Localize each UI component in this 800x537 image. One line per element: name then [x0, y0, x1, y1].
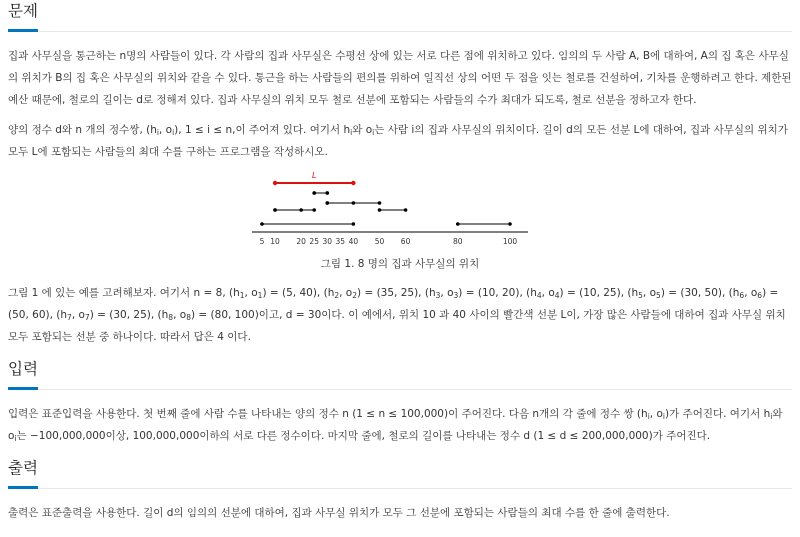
input-heading-underline: [8, 380, 792, 390]
person-endpoint: [260, 222, 264, 226]
axis-tick-label: 5: [259, 237, 265, 246]
person-endpoint: [312, 191, 316, 195]
input-heading: 입력: [8, 360, 38, 378]
problem-heading: 문제: [8, 2, 38, 20]
segments-diagram: [250, 169, 550, 249]
person-endpoint: [312, 208, 316, 212]
person-endpoint: [404, 208, 408, 212]
axis-tick-label: 50: [374, 237, 385, 246]
output-description: 출력은 표준출력을 사용한다. 길이 d의 임의의 선분에 대하여, 집과 사무실 위치가 모두 그 선분에 포함되는 사람들의 최대 수를 한 줄에 출력한다.: [8, 507, 670, 519]
output-section: [8, 457, 792, 524]
axis-tick-label: 20: [296, 237, 306, 246]
output-heading: 출력: [8, 459, 38, 477]
axis-tick-label: 25: [309, 237, 319, 246]
axis-tick-label: 60: [400, 237, 411, 246]
figure-caption: 그림 1. 8 명의 집과 사무실의 위치: [320, 258, 480, 270]
figure-1: [8, 169, 792, 253]
segment-label-L: L: [311, 171, 317, 180]
axis-tick-label: 10: [270, 237, 280, 246]
output-heading-underline: [8, 479, 792, 489]
person-endpoint: [273, 208, 277, 212]
problem-section: [8, 0, 792, 348]
problem-task: 양의 정수 d와 n 개의 정수쌍, ($h_i$, $o_i$), 1 ≤ i ≤ n,이 주어져 있다. 여기서 $h_i$와 $o_i$는 사람 i의 집과 사무실의 위치이다. 길이 d의 모든 선분 L에 대하여, 집과 사무실의 위치가 모두 L에 포함되는 사람들의 최대 수를 구하는 프로그램을 작성하시오.: [8, 124, 788, 158]
person-endpoint: [325, 201, 329, 205]
input-description: 입력은 표준입력을 사용한다. 첫 번째 줄에 사람 수를 나타내는 양의 정수 n (1 ≤ n ≤ 100,000)이 주어진다. 다음 n개의 각 줄에 정수 쌍 ($h_i$, $o_i$)가 주어진다. 여기서 $h_i$와 $o_i$는 −100,000,000이상, 100,000,000이하의 서로 다른 정수이다. 마지막 줄에, 철로의 길이를 나타내는 정수 d (1 ≤ d ≤ 200,000,000)가 주어진다.: [8, 408, 783, 443]
highlight-endpoint: [273, 181, 277, 185]
input-section: [8, 358, 792, 447]
person-endpoint: [378, 208, 382, 212]
axis-tick-label: 40: [348, 237, 359, 246]
person-endpoint: [352, 222, 356, 226]
example-explanation: 그림 1 에 있는 예를 고려해보자. 여기서 n = 8, ($h_1$, $o_1) = (5$, 40), ($h_2$, $o_2) = (35$, 25), ($h_3$, $o_3) = (10$, 20), ($h_4$, $o_4) = (10$, 25), ($h_5$, $o_5) = (30$, 50), ($h_6$, $o_6) = (50$, 60), ($h_7$, $o_7) = (30$, 25), ($h_8$, $o_8) = (80$, 100)이고, d = 30이다. 이 예에서, 위치 10 과 40 사이의 빨간색 선분 L이, 가장 많은 사람들에 대하여 집과 사무실 위치 모두 포함되는 선분 중 하나이다. 따라서 답은 4 이다.: [8, 287, 786, 343]
highlight-endpoint: [351, 181, 355, 185]
person-endpoint: [456, 222, 460, 226]
axis-tick-label: 30: [322, 237, 333, 246]
axis-tick-label: 100: [502, 237, 518, 246]
problem-description: 집과 사무실을 통근하는 n명의 사람들이 있다. 각 사람의 집과 사무실은 수평선 상에 있는 서로 다른 점에 위치하고 있다. 임의의 두 사람 A, B에 대하여, A의 집 혹은 사무실의 위치가 B의 집 혹은 사무실의 위치와 같을 수 있다. 통근을 하는 사람들의 편의를 위하여 일직선 상의 어떤 두 점을 잇는 철로를 건설하여, 기차를 운행하려고 한다. 제한된 예산 때문에, 철로의 길이는 d로 정해져 있다. 집과 사무실의 위치 모두 철로 선분에 포함되는 사람들의 수가 최대가 되도록, 철로 선분을 정하고자 한다.: [8, 50, 792, 106]
axis-tick-label: 35: [335, 237, 346, 246]
person-endpoint: [508, 222, 512, 226]
axis-tick-label: 80: [453, 237, 463, 246]
person-endpoint: [378, 201, 382, 205]
problem-heading-underline: [8, 22, 792, 32]
person-endpoint: [325, 191, 329, 195]
